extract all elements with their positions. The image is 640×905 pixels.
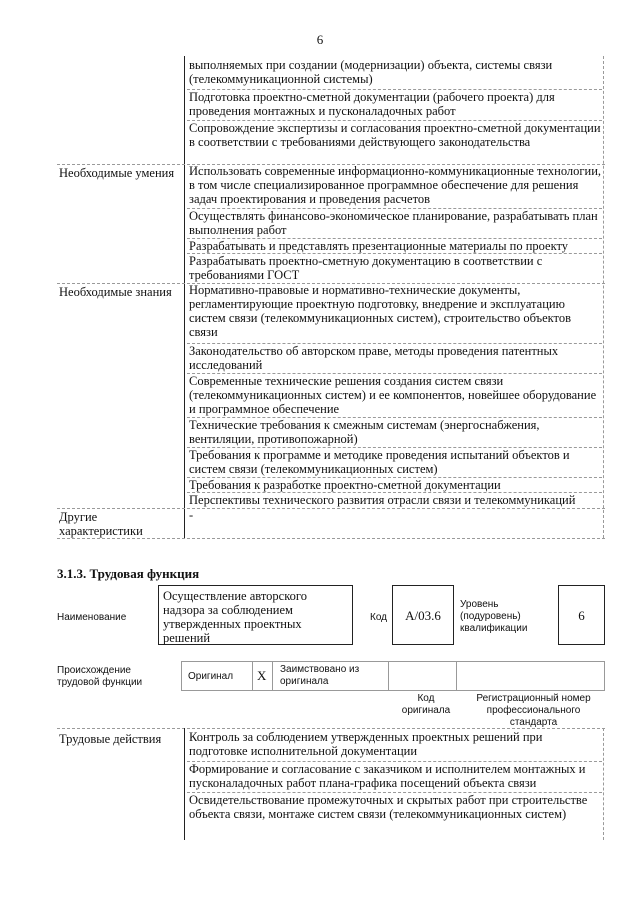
column-divider [184, 728, 185, 840]
action-item: Освидетельствование промежуточных и скрытых работ при строительстве объекта связи, монтаже систем связи (телекоммуникационных систем) [187, 792, 602, 821]
action-item: Формирование и согласование с заказчиком и исполнителем монтажных и пусконаладочных работ плана-графика посещений объекта связи [187, 761, 602, 790]
code-original-label: Код оригинала [401, 693, 451, 716]
continued-row: Подготовка проектно-сметной документации (рабочего проекта) для проведения монтажных и пусконаладочных работ [187, 89, 602, 118]
page-number: 6 [316, 32, 324, 47]
competency-table [57, 56, 605, 540]
row-divider [57, 538, 605, 539]
skill-item: Осуществлять финансово-экономическое планирование, разрабатывать план выполнения работ [187, 208, 602, 237]
actions-table [57, 728, 605, 840]
knowledge-item: Технические требования к смежным системам (энергоснабжения, вентиляции, противопожарной) [187, 417, 602, 446]
right-border [603, 56, 604, 538]
cell-divider [252, 661, 253, 691]
cell-divider [388, 661, 389, 691]
knowledge-item: Законодательство об авторском праве, методы проведения патентных исследований [187, 343, 602, 372]
section-title: 3.1.3. Трудовая функция [57, 566, 200, 581]
action-item: Контроль за соблюдением утвержденных проектных решений при подготовке исполнительной документации [189, 730, 543, 758]
knowledge-item: Современные технические решения создания систем связи (телекоммуникационных систем) и ее компонентов, новейшее оборудование и программное обеспечение [187, 373, 602, 416]
origin-label: Происхождение трудовой функции [57, 665, 143, 688]
skill-item: Разрабатывать проектно-сметную документацию в соответствии с требованиями ГОСТ [187, 253, 602, 282]
level-label: Уровень (подуровень) квалификации [460, 599, 528, 634]
function-code-box: А/03.6 [392, 585, 454, 645]
cell-divider [272, 661, 273, 691]
skill-item: Использовать современные информационно-коммуникационные технологии, в том числе специализированное программное обеспечение для решения задач проектирования и проведения расчетов [189, 164, 602, 206]
function-name-box: Осуществление авторского надзора за соблюдением утвержденных проектных решений [158, 585, 353, 645]
level-box: 6 [558, 585, 605, 645]
original-label: Оригинал [188, 671, 234, 682]
original-mark: Х [257, 668, 267, 683]
row-divider [57, 728, 605, 729]
column-divider [184, 56, 185, 538]
code-label: Код [370, 612, 388, 623]
skill-item: Разрабатывать и представлять презентационные материалы по проекту [187, 238, 602, 253]
borrowed-label: Заимствовано из оригинала [280, 664, 360, 687]
continued-row: выполняемых при создании (модернизации) объекта, системы связи (телекоммуникационной системы) [189, 58, 553, 86]
knowledge-item: Требования к разработке проектно-сметной документации [187, 477, 602, 492]
continued-row: Сопровождение экспертизы и согласования проектно-сметной документации в соответствии с требованиями действующего законодательства [189, 121, 601, 149]
reg-number-label: Регистрационный номер профессионального стандарта [476, 693, 591, 728]
right-border [603, 728, 604, 840]
knowledge-item: Требования к программе и методике проведения испытаний объектов и систем связи (телекоммуникационных систем) [187, 447, 602, 476]
origin-frame [181, 661, 605, 691]
skills-label: Необходимые умения [59, 166, 175, 180]
knowledge-label: Необходимые знания [59, 285, 172, 299]
name-label: Наименование [57, 612, 127, 623]
other-value: - [189, 508, 194, 522]
actions-label: Трудовые действия [59, 732, 162, 746]
knowledge-item: Перспективы технического развития отрасли связи и телекоммуникаций [187, 492, 602, 507]
knowledge-item: Нормативно-правовые и нормативно-технические документы, регламентирующие проектную подготовку, внедрение и эксплуатацию систем связи (телекоммуникационных систем), строительство объектов связи [189, 283, 571, 339]
other-label: Другие характеристики [59, 510, 143, 538]
cell-divider [456, 661, 457, 691]
